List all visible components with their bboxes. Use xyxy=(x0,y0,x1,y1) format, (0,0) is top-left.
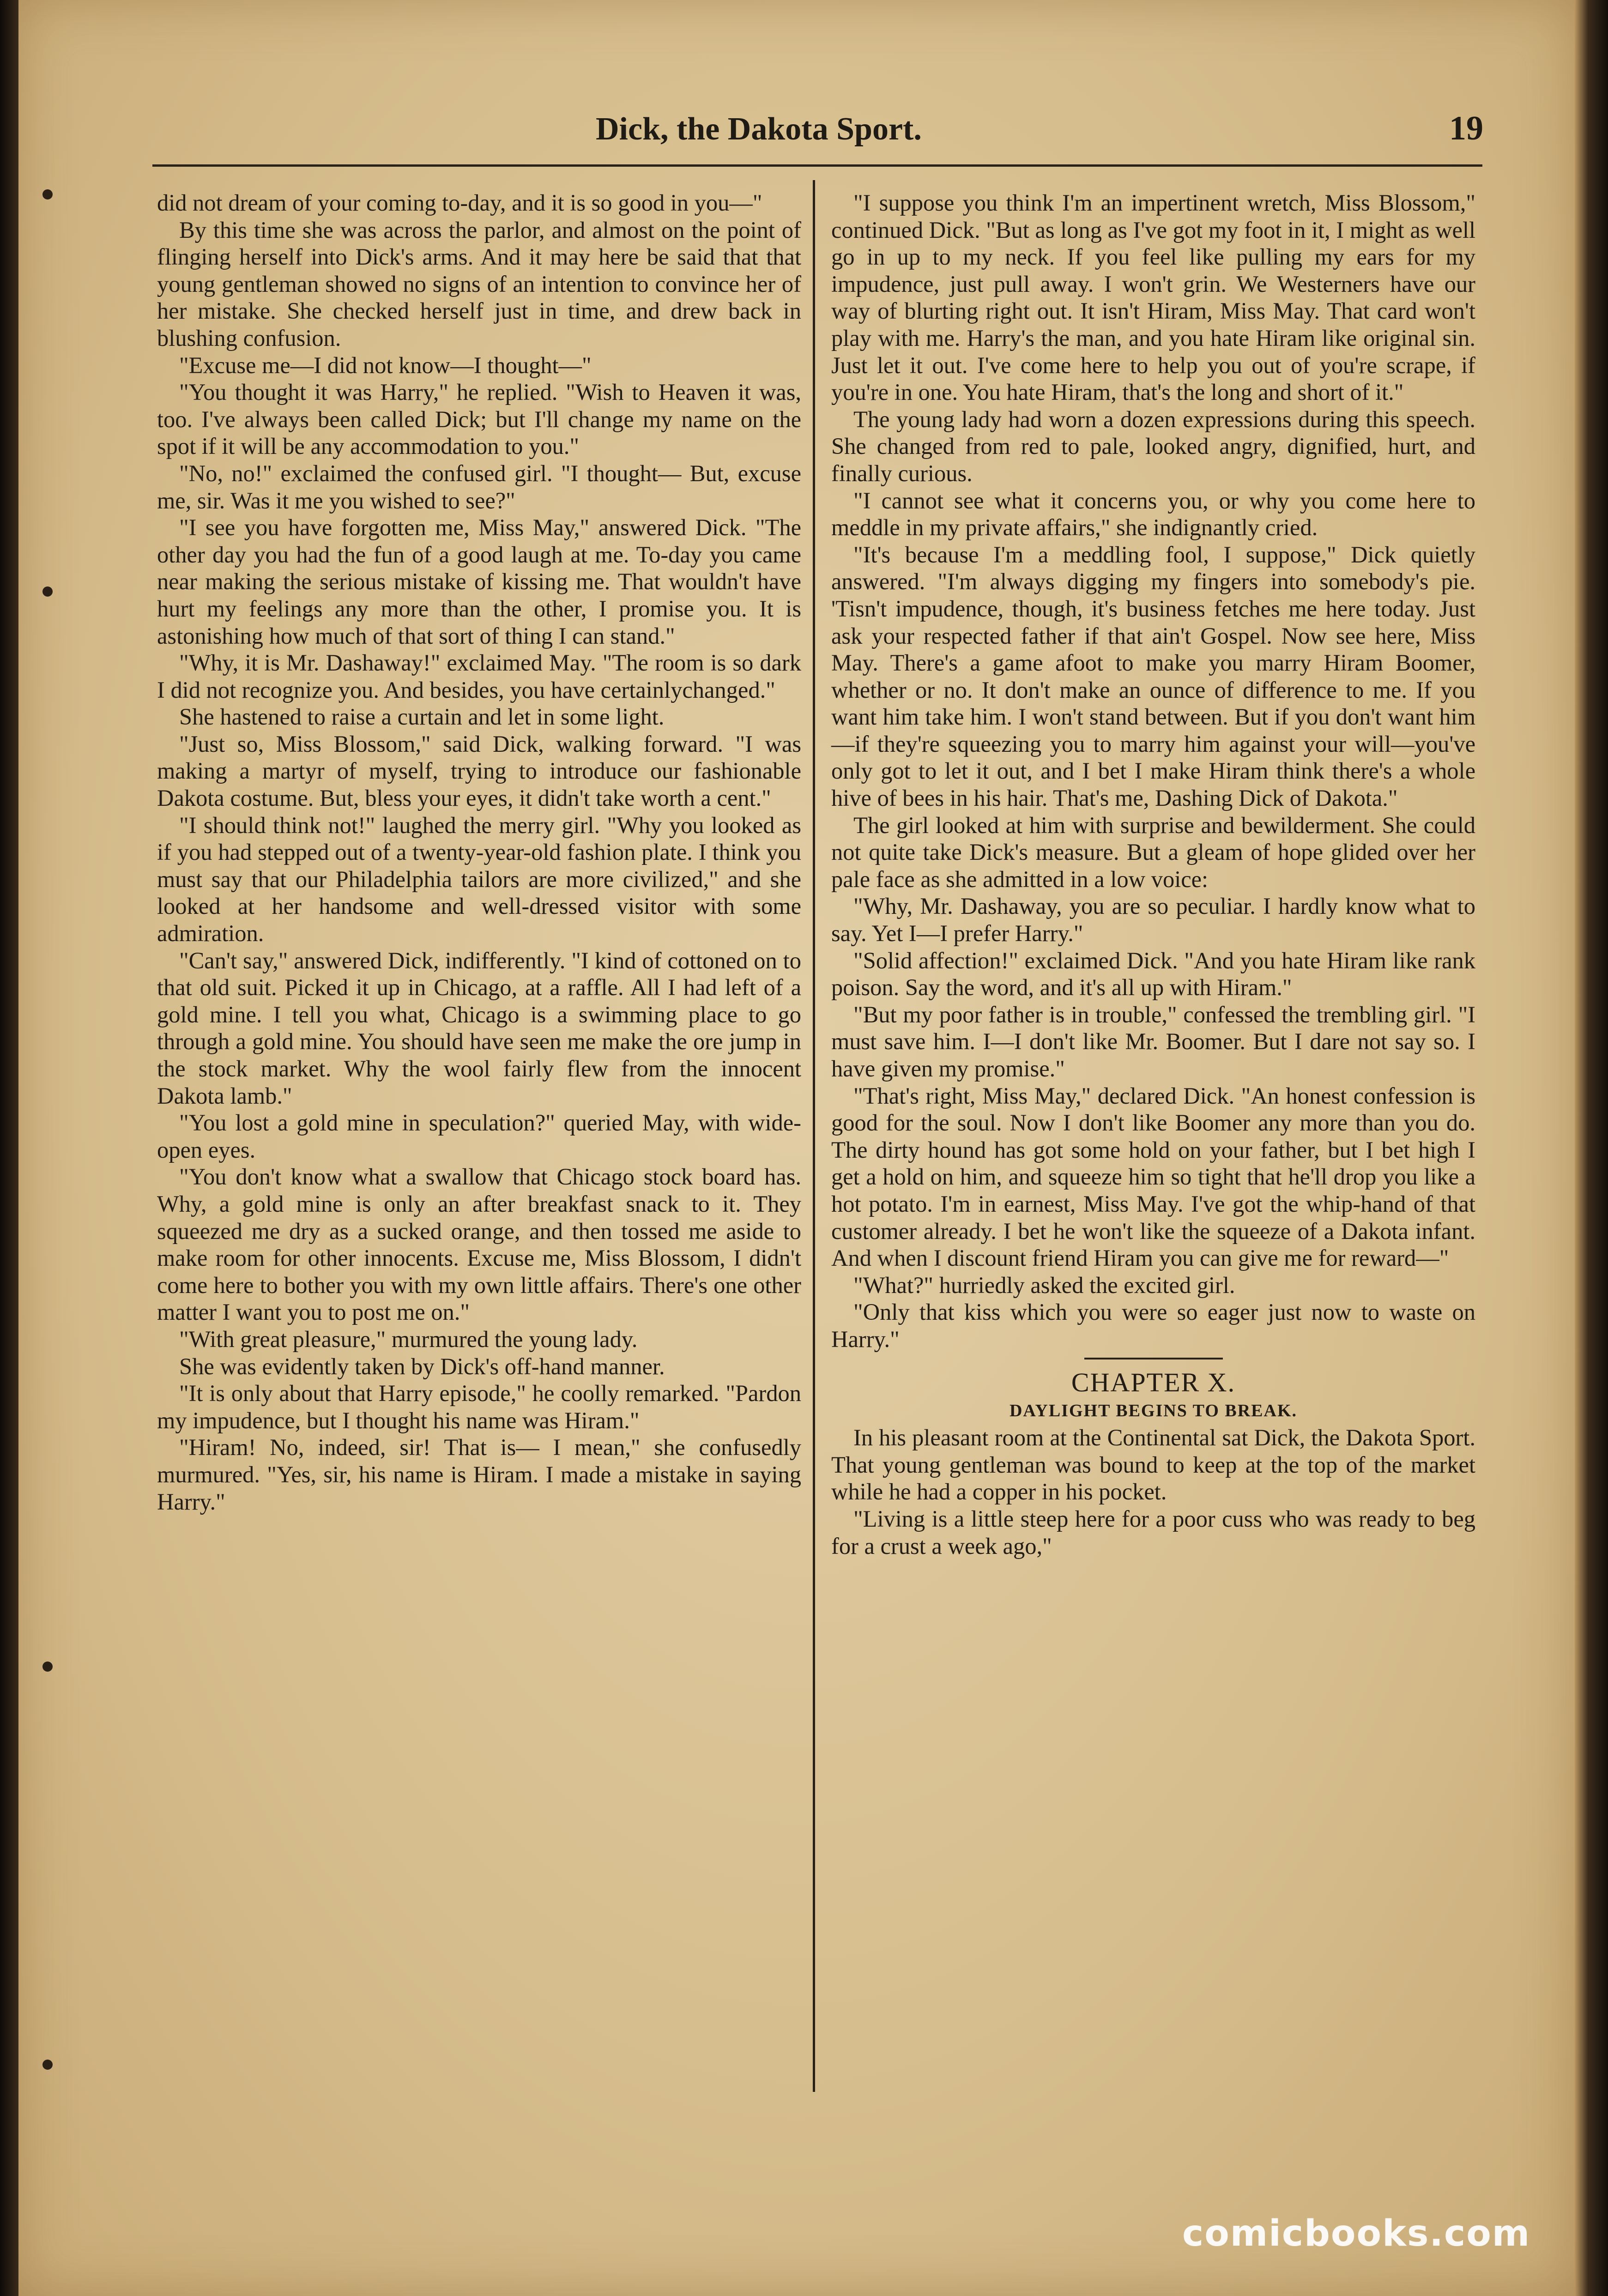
chapter-subtitle: DAYLIGHT BEGINS TO BREAK. xyxy=(1009,1401,1298,1420)
page-number: 19 xyxy=(1449,109,1483,147)
paragraph: "You lost a gold mine in speculation?" queried May, with wide-open eyes. xyxy=(157,1110,801,1163)
binding-hole xyxy=(42,1662,53,1672)
paragraph: "Solid affection!" exclaimed Dick. "And you hate Hiram like rank poison. Say the word, and it's all up with Hiram." xyxy=(831,947,1475,1001)
binding-hole xyxy=(42,586,53,597)
paragraph: "What?" hurriedly asked the excited girl. xyxy=(853,1272,1235,1298)
paragraph: "You thought it was Harry," he replied. "Wish to Heaven it was, too. I've always been called Dick; but I'll change my name on the spot if it will be any accommodation to you." xyxy=(157,379,801,459)
paragraph: did not dream of your coming to-day, and it is so good in you—" xyxy=(157,190,762,216)
paragraph: "You don't know what a swallow that Chicago stock board has. Why, a gold mine is only an after breakfast snack to it. They squeezed me dry as a sucked orange, and then tossed me aside to make room for other innocents. Excuse me, Miss Blossom, I didn't come here to bother you with my own little affairs. There's one other matter I want you to post me on." xyxy=(157,1164,801,1325)
paragraph: "It is only about that Harry episode," he coolly remarked. "Pardon my impudence, but I thought his name was Hiram." xyxy=(157,1380,801,1433)
paragraph: "Why, it is Mr. Dashaway!" exclaimed May. "The room is so dark I did not recognize you. And besides, you have certainlychanged." xyxy=(157,650,801,703)
paragraph: "No, no!" exclaimed the confused girl. "I thought— But, excuse me, sir. Was it me you wished to see?" xyxy=(157,460,801,514)
paragraph: "I cannot see what it concerns you, or why you come here to meddle in my private affairs," she indignantly cried. xyxy=(831,487,1475,541)
paragraph: She was evidently taken by Dick's off-hand manner. xyxy=(179,1353,665,1379)
left-column xyxy=(157,189,801,1515)
paragraph: In his pleasant room at the Continental sat Dick, the Dakota Sport. That young gentleman was bound to keep at the top of the market while he had a copper in his pocket. xyxy=(831,1425,1475,1505)
chapter-rule xyxy=(1084,1358,1223,1359)
paragraph: "I suppose you think I'm an impertinent wretch, Miss Blossom," continued Dick. "But as long as I've got my foot in it, I might as well go in up to my neck. If you feel like pulling my ears for my impudence, just pull away. I won't grin. We Westerners have our way of blurting right out. It isn't Hiram, Miss May. That card won't play with me. Harry's the man, and you hate Hiram like original sin. Just let it out. I've come here to help you out of you're scrape, if you're in one. You hate Hiram, that's the long and short of it." xyxy=(831,190,1475,405)
chapter-title: CHAPTER X. xyxy=(1071,1367,1236,1397)
paragraph: The girl looked at him with surprise and bewilderment. She could not quite take Dick's measure. But a gleam of hope glided over her pale face as she admitted in a low voice: xyxy=(831,812,1475,892)
binding-hole xyxy=(42,189,53,199)
header-rule xyxy=(152,164,1482,167)
paragraph: By this time she was across the parlor, and almost on the point of flinging herself into Dick's arms. And it may here be said that that young gentleman showed no signs of an intention to convince her of her mistake. She checked herself just in time, and drew back in blushing confusion. xyxy=(157,217,801,351)
page-edge xyxy=(1575,0,1608,2296)
column-divider xyxy=(813,180,815,2092)
binding-hole xyxy=(42,2060,53,2070)
book-spine xyxy=(0,0,18,2296)
paragraph: She hastened to raise a curtain and let in some light. xyxy=(179,704,665,730)
paragraph: The young lady had worn a dozen expressions during this speech. She changed from red to pale, looked angry, dignified, hurt, and finally curious. xyxy=(831,406,1475,486)
paragraph: "It's because I'm a meddling fool, I suppose," Dick quietly answered. "I'm always digging my fingers into somebody's pie. 'Tisn't impudence, though, it's business fetches me here today. Just ask your respected father if that ain't Gospel. Now see here, Miss May. There's a game afoot to make you marry Hiram Boomer, whether or no. It don't make an ounce of difference to me. If you want him take him. I won't stand between. But if you don't want him—if they're squeezing you to marry him against your will—you've only got to let it out, and I bet I make Hiram think there's a whole hive of bees in his hair. That's me, Dashing Dick of Dakota." xyxy=(831,541,1475,811)
paragraph: "Living is a little steep here for a poor cuss who was ready to beg for a crust a week ago," xyxy=(831,1505,1475,1559)
paragraph: "I see you have forgotten me, Miss May," answered Dick. "The other day you had the fun of a good laugh at me. To-day you came near making the serious mistake of kissing me. That wouldn't have hurt my feelings any more than the other, I promise you. It is astonishing how much of that sort of thing I can stand." xyxy=(157,514,801,649)
paragraph: "Why, Mr. Dashaway, you are so peculiar. I hardly know what to say. Yet I—I prefer Harry." xyxy=(831,893,1475,947)
paragraph: "Hiram! No, indeed, sir! That is— I mean," she confusedly murmured. "Yes, sir, his name is Hiram. I made a mistake in saying Harry." xyxy=(157,1434,801,1515)
paragraph: "Only that kiss which you were so eager just now to waste on Harry." xyxy=(831,1299,1475,1352)
paragraph: "Excuse me—I did not know—I thought—" xyxy=(179,352,592,378)
paragraph: "Just so, Miss Blossom," said Dick, walking forward. "I was making a martyr of myself, trying to introduce our fashionable Dakota costume. But, bless your eyes, it didn't take worth a cent." xyxy=(157,731,801,811)
paragraph: "But my poor father is in trouble," confessed the trembling girl. "I must save him. I—I don't like Mr. Boomer. But I dare not say so. I have given my promise." xyxy=(831,1001,1475,1082)
paragraph: "I should think not!" laughed the merry girl. "Why you looked as if you had stepped out of a twenty-year-old fashion plate. I think you must say that our Philadelphia tailors are more civilized," and she looked at her handsome and well-dressed visitor with some admiration. xyxy=(157,812,801,947)
watermark: comicbooks.com xyxy=(1182,2213,1531,2254)
paragraph: "With great pleasure," murmured the young lady. xyxy=(179,1326,638,1352)
paragraph: "Can't say," answered Dick, indifferently. "I kind of cottoned on to that old suit. Picked it up in Chicago, at a raffle. All I had left of a gold mine. I tell you what, Chicago is a swimming place to go through a gold mine. You should have seen me make the ore jump in the stock market. Why the wool fairly flew from the innocent Dakota lamb." xyxy=(157,947,801,1109)
paragraph: "That's right, Miss May," declared Dick. "An honest confession is good for the soul. Now I don't like Boomer any more than you do. The dirty hound has got some hold on your father, but I bet high I get a hold on him, and squeeze him so tight that he'll drop you like a hot potato. I'm in earnest, Miss May. I've got the whip-hand of that customer already. I bet he won't like the squeeze of a Dakota infant. And when I discount friend Hiram you can give me for reward—" xyxy=(831,1082,1475,1271)
running-title: Dick, the Dakota Sport. xyxy=(596,111,922,147)
right-column xyxy=(831,189,1475,1559)
